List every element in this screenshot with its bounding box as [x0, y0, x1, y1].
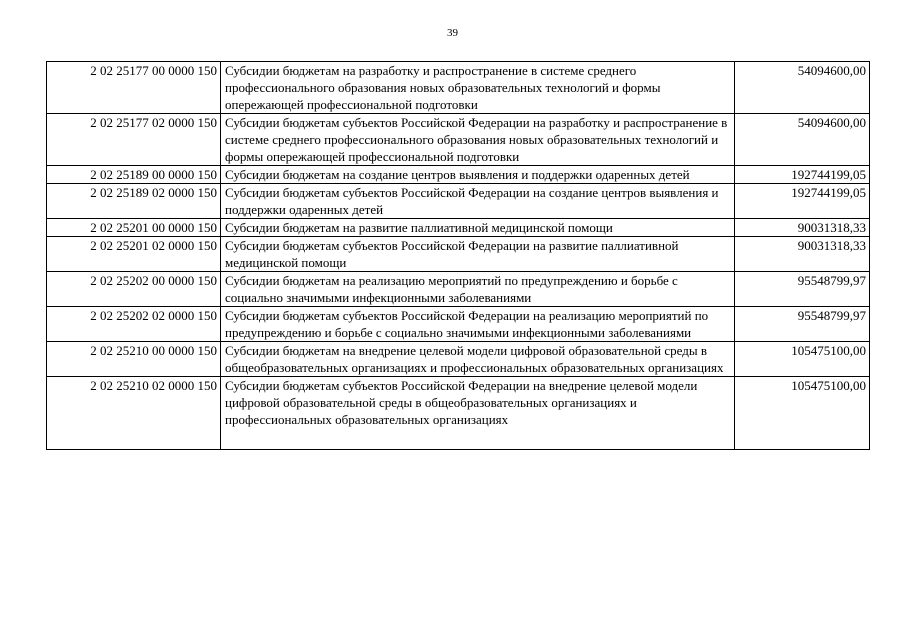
table-row	[47, 166, 870, 184]
page-number: 39	[447, 27, 458, 39]
revenue-description-cell: Субсидии бюджетам субъектов Российской Федерации на разработку и распространение в системе среднего профессионального образования новых образовательных технологий и формы опережающей профессиональной подготовки	[221, 114, 735, 166]
revenue-description-cell: Субсидии бюджетам субъектов Российской Федерации на внедрение целевой модели цифровой образовательной среды в общеобразовательных организациях и профессиональных образовательных организациях	[221, 377, 735, 450]
budget-revenue-table	[46, 61, 870, 450]
table-row	[47, 272, 870, 307]
revenue-description-cell: Субсидии бюджетам на реализацию мероприятий по предупреждению и борьбе с социально значимыми инфекционными заболеваниями	[221, 272, 735, 307]
table-row	[47, 342, 870, 377]
revenue-amount-cell: 105475100,00	[735, 342, 870, 377]
table-row	[47, 184, 870, 219]
revenue-description-cell: Субсидии бюджетам субъектов Российской Федерации на развитие паллиативной медицинской помощи	[221, 237, 735, 272]
revenue-code-cell: 2 02 25201 00 0000 150	[47, 219, 221, 237]
revenue-code-cell: 2 02 25189 00 0000 150	[47, 166, 221, 184]
revenue-amount-cell: 54094600,00	[735, 114, 870, 166]
revenue-code-cell: 2 02 25210 02 0000 150	[47, 377, 221, 450]
revenue-description-cell: Субсидии бюджетам на внедрение целевой модели цифровой образовательной среды в общеобразовательных организациях и профессиональных образовательных организациях	[221, 342, 735, 377]
revenue-amount-cell: 192744199,05	[735, 184, 870, 219]
revenue-code-cell: 2 02 25201 02 0000 150	[47, 237, 221, 272]
revenue-code-cell: 2 02 25202 02 0000 150	[47, 307, 221, 342]
table-row	[47, 62, 870, 114]
table-row	[47, 237, 870, 272]
revenue-description-cell: Субсидии бюджетам субъектов Российской Федерации на реализацию мероприятий по предупреждению и борьбе с социально значимыми инфекционными заболеваниями	[221, 307, 735, 342]
table-row	[47, 114, 870, 166]
revenue-description-cell: Субсидии бюджетам на развитие паллиативной медицинской помощи	[221, 219, 735, 237]
table-row	[47, 219, 870, 237]
revenue-code-cell: 2 02 25177 00 0000 150	[47, 62, 221, 114]
table-row	[47, 377, 870, 450]
revenue-description-cell: Субсидии бюджетам на создание центров выявления и поддержки одаренных детей	[221, 166, 735, 184]
revenue-amount-cell: 95548799,97	[735, 307, 870, 342]
revenue-amount-cell: 54094600,00	[735, 62, 870, 114]
revenue-amount-cell: 95548799,97	[735, 272, 870, 307]
revenue-amount-cell: 192744199,05	[735, 166, 870, 184]
revenue-amount-cell: 105475100,00	[735, 377, 870, 450]
revenue-code-cell: 2 02 25210 00 0000 150	[47, 342, 221, 377]
revenue-description-cell: Субсидии бюджетам субъектов Российской Федерации на создание центров выявления и поддержки одаренных детей	[221, 184, 735, 219]
revenue-amount-cell: 90031318,33	[735, 219, 870, 237]
revenue-code-cell: 2 02 25202 00 0000 150	[47, 272, 221, 307]
revenue-code-cell: 2 02 25189 02 0000 150	[47, 184, 221, 219]
revenue-code-cell: 2 02 25177 02 0000 150	[47, 114, 221, 166]
revenue-description-cell: Субсидии бюджетам на разработку и распространение в системе среднего профессионального образования новых образовательных технологий и формы опережающей профессиональной подготовки	[221, 62, 735, 114]
table-row	[47, 307, 870, 342]
revenue-amount-cell: 90031318,33	[735, 237, 870, 272]
